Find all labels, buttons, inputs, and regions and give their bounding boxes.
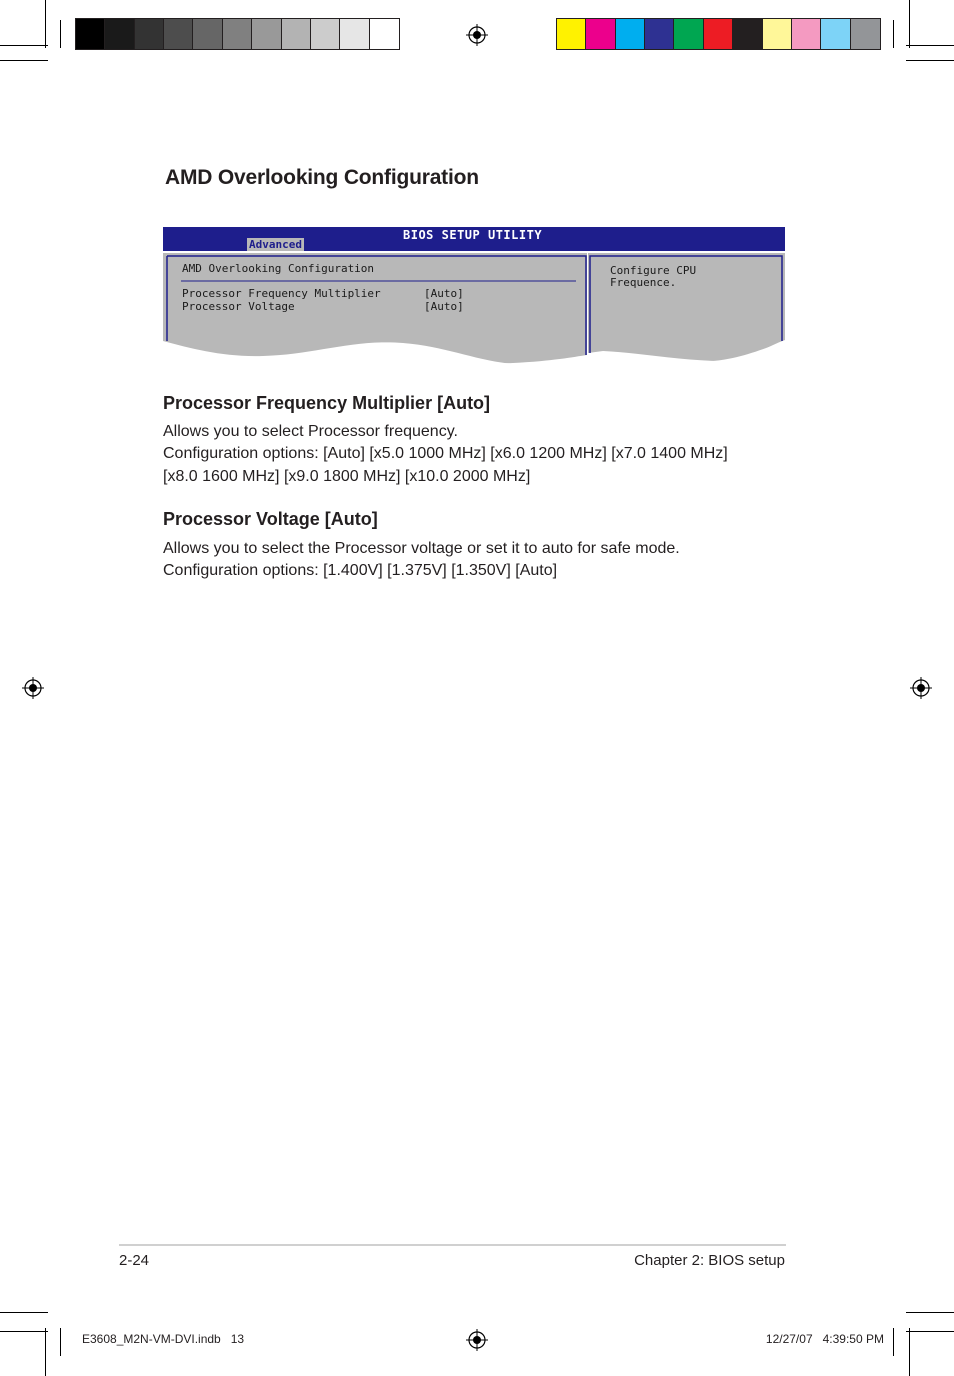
- color-swatch: [340, 19, 369, 49]
- bios-item-label[interactable]: Processor Frequency Multiplier: [182, 287, 381, 300]
- color-swatch: [704, 19, 733, 49]
- paragraph-line: Configuration options: [1.400V] [1.375V] [1.350V] [Auto]: [163, 562, 558, 579]
- bios-utility-title: BIOS SETUP UTILITY: [403, 228, 543, 242]
- crop-mark: [906, 1331, 954, 1332]
- paragraph-line: Configuration options: [Auto] [x5.0 1000 MHz] [x6.0 1200 MHz] [x7.0 1400 MHz]: [163, 445, 728, 462]
- bios-item-value[interactable]: [Auto]: [424, 287, 464, 300]
- color-swatch: [586, 19, 615, 49]
- bios-panel-title: AMD Overlooking Configuration: [182, 262, 375, 275]
- bios-help-text: Configure CPU: [610, 264, 697, 277]
- crop-mark: [0, 60, 48, 61]
- crop-mark: [60, 1328, 61, 1356]
- color-swatch: [733, 19, 762, 49]
- bios-tab-advanced[interactable]: Advanced: [249, 238, 302, 251]
- crop-mark: [45, 1328, 46, 1376]
- grayscale-bar: [75, 18, 400, 50]
- bios-item-label[interactable]: Processor Voltage: [182, 300, 295, 313]
- color-swatch: [557, 19, 586, 49]
- paragraph-line: [x8.0 1600 MHz] [x9.0 1800 MHz] [x10.0 2000 MHz]: [163, 468, 531, 485]
- color-swatch: [164, 19, 193, 49]
- color-swatch: [135, 19, 164, 49]
- color-swatch: [76, 19, 105, 49]
- section-heading: Processor Frequency Multiplier [Auto]: [163, 393, 491, 413]
- color-swatch: [821, 19, 850, 49]
- section-title: AMD Overlooking Configuration: [165, 166, 479, 189]
- color-swatch: [616, 19, 645, 49]
- slug-filename: E3608_M2N-VM-DVI.indb 13: [82, 1332, 245, 1346]
- crop-mark: [909, 0, 910, 48]
- registration-mark-icon: [466, 24, 488, 46]
- crop-mark: [906, 45, 954, 46]
- paragraph-line: Allows you to select the Processor voltage or set it to auto for safe mode.: [163, 540, 680, 557]
- crop-mark: [893, 1328, 894, 1356]
- color-swatch: [851, 19, 880, 49]
- slug-timestamp: 12/27/07 4:39:50 PM: [765, 1332, 884, 1346]
- page-number: 2-24: [119, 1252, 150, 1269]
- footer-rule: [119, 1244, 786, 1246]
- crop-mark: [906, 60, 954, 61]
- color-swatch: [252, 19, 281, 49]
- registration-mark-icon: [22, 677, 44, 699]
- color-swatch: [311, 19, 340, 49]
- registration-mark-icon: [910, 677, 932, 699]
- crop-mark: [45, 0, 46, 48]
- color-swatch: [370, 19, 399, 49]
- color-swatch: [193, 19, 222, 49]
- bios-item-value[interactable]: [Auto]: [424, 300, 464, 313]
- chapter-title: Chapter 2: BIOS setup: [634, 1252, 785, 1269]
- crop-mark: [0, 1312, 48, 1313]
- crop-mark: [60, 20, 61, 48]
- crop-mark: [0, 1331, 48, 1332]
- color-swatch: [763, 19, 792, 49]
- crop-mark: [909, 1328, 910, 1376]
- color-swatch: [792, 19, 821, 49]
- color-swatch: [282, 19, 311, 49]
- color-swatch: [105, 19, 134, 49]
- registration-mark-icon: [466, 1329, 488, 1351]
- bios-help-text: Frequence.: [610, 276, 677, 289]
- paragraph-line: Allows you to select Processor frequency.: [163, 423, 458, 440]
- section-heading: Processor Voltage [Auto]: [163, 509, 378, 529]
- color-bar: [556, 18, 881, 50]
- color-swatch: [645, 19, 674, 49]
- color-swatch: [674, 19, 703, 49]
- crop-mark: [906, 1312, 954, 1313]
- crop-mark: [0, 45, 48, 46]
- color-swatch: [223, 19, 252, 49]
- crop-mark: [893, 20, 894, 48]
